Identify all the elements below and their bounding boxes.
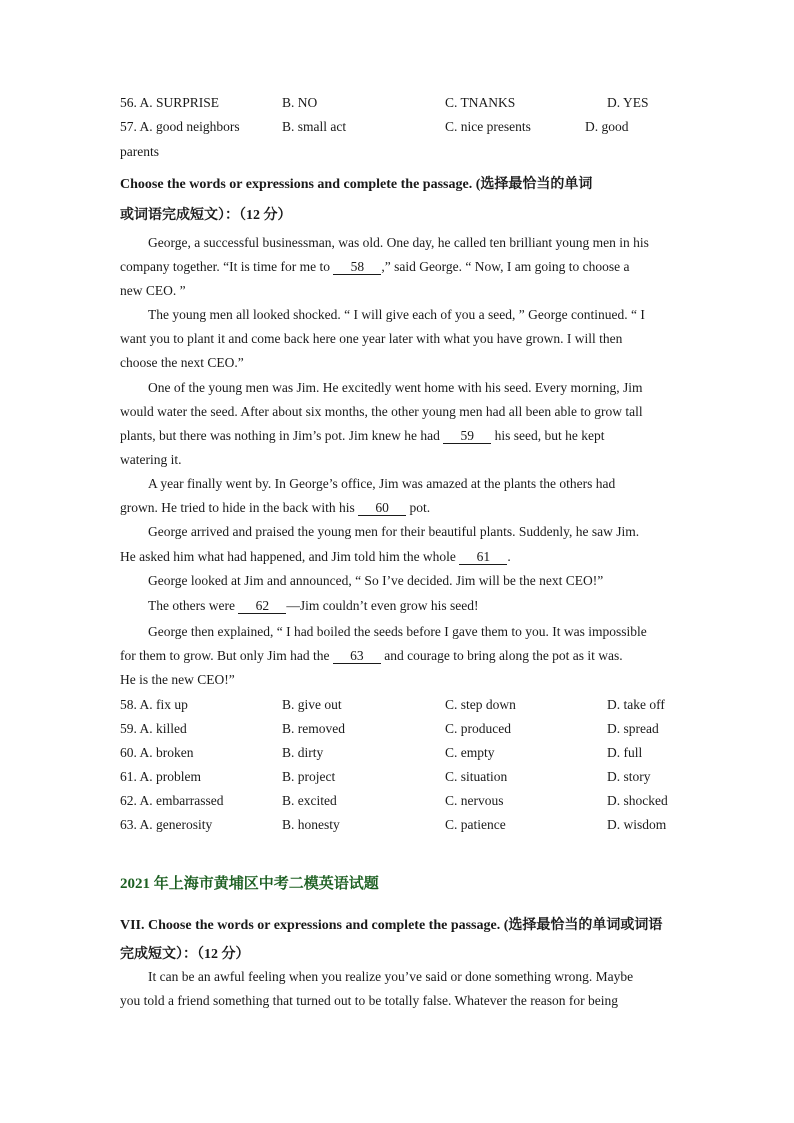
option-56-a: 56. A. SURPRISE: [120, 95, 220, 110]
question-62-options: [120, 793, 680, 813]
passage-line: choose the next CEO.”: [120, 355, 244, 370]
option-57-c: C. nice presents: [445, 119, 531, 134]
section-heading-line1: VII. Choose the words or expressions and complete the passage. (选择最恰当的单词或词语: [120, 918, 663, 933]
option-62-c: C. nervous: [445, 793, 504, 808]
option-63-c: C. patience: [445, 817, 506, 832]
question-59-options: [120, 721, 680, 741]
passage-line: for them to grow. But only Jim had the 63 and courage to bring along the pot as it was.: [120, 648, 623, 663]
passage-line: George, a successful businessman, was old. One day, he called ten brilliant young men in his: [148, 235, 649, 250]
option-59-a: 59. A. killed: [120, 721, 187, 736]
blank-58[interactable]: 58: [333, 260, 381, 275]
option-61-d: D. story: [607, 769, 651, 784]
option-57-wrap: parents: [120, 144, 159, 159]
option-59-c: C. produced: [445, 721, 511, 736]
option-56-c: C. TNANKS: [445, 95, 516, 110]
question-60-options: [120, 745, 680, 765]
blank-61[interactable]: 61: [459, 550, 507, 565]
blank-62[interactable]: 62: [238, 599, 286, 614]
option-61-c: C. situation: [445, 769, 508, 784]
exam-title: 2021 年上海市黄埔区中考二模英语试题: [120, 876, 379, 892]
blank-59[interactable]: 59: [443, 429, 491, 444]
passage-line: watering it.: [120, 452, 182, 467]
passage-line: The young men all looked shocked. “ I will give each of you a seed, ” George continued. “ I: [148, 307, 645, 322]
option-61-b: B. project: [282, 769, 336, 784]
question-63-options: [120, 817, 680, 837]
passage-line: He is the new CEO!”: [120, 672, 235, 687]
passage-line: new CEO. ”: [120, 283, 186, 298]
blank-60[interactable]: 60: [358, 501, 406, 516]
option-60-d: D. full: [607, 745, 643, 760]
option-56-d: D. YES: [607, 95, 649, 110]
section-heading-line2: 或词语完成短文）：（12 分）: [120, 208, 292, 223]
option-58-b: B. give out: [282, 697, 342, 712]
option-63-b: B. honesty: [282, 817, 340, 832]
option-58-a: 58. A. fix up: [120, 697, 188, 712]
passage-line: you told a friend something that turned out to be totally false. Whatever the reason for being: [120, 993, 618, 1008]
option-59-d: D. spread: [607, 721, 659, 736]
question-56-options: [120, 95, 680, 115]
option-57-a: 57. A. good neighbors: [120, 119, 240, 134]
passage-line: George looked at Jim and announced, “ So I’ve decided. Jim will be the next CEO!”: [148, 573, 604, 588]
option-63-d: D. wisdom: [607, 817, 667, 832]
passage-line: George then explained, “ I had boiled the seeds before I gave them to you. It was impossible: [148, 624, 647, 639]
option-58-c: C. step down: [445, 697, 516, 712]
question-57-options: [120, 119, 680, 139]
question-58-options: [120, 697, 680, 717]
option-58-d: D. take off: [607, 697, 665, 712]
option-60-c: C. empty: [445, 745, 495, 760]
option-57-d: D. good: [585, 119, 629, 134]
option-61-a: 61. A. problem: [120, 769, 201, 784]
passage-line: grown. He tried to hide in the back with his 60 pot.: [120, 500, 431, 515]
question-61-options: [120, 769, 680, 789]
passage-line: want you to plant it and come back here one year later with what you have grown. I will then: [120, 331, 623, 346]
option-59-b: B. removed: [282, 721, 345, 736]
passage-line: The others were 62 —Jim couldn’t even grow his seed!: [148, 598, 479, 613]
option-60-b: B. dirty: [282, 745, 324, 760]
option-56-b: B. NO: [282, 95, 318, 110]
passage-line: company together. “It is time for me to 58 ,” said George. “ Now, I am going to choose a: [120, 259, 630, 274]
option-62-a: 62. A. embarrassed: [120, 793, 224, 808]
passage-line: A year finally went by. In George’s office, Jim was amazed at the plants the others had: [148, 476, 616, 491]
option-62-d: D. shocked: [607, 793, 668, 808]
passage-line: He asked him what had happened, and Jim told him the whole 61 .: [120, 549, 511, 564]
passage-line: would water the seed. After about six months, the other young men had all been able to grow tall: [120, 404, 643, 419]
option-63-a: 63. A. generosity: [120, 817, 213, 832]
passage-line: George arrived and praised the young men for their beautiful plants. Suddenly, he saw Jim.: [148, 524, 640, 539]
option-57-b: B. small act: [282, 119, 347, 134]
passage-line: One of the young men was Jim. He excitedly went home with his seed. Every morning, Jim: [148, 380, 643, 395]
option-60-a: 60. A. broken: [120, 745, 194, 760]
section-heading-line1: Choose the words or expressions and complete the passage. (选择最恰当的单词: [120, 177, 593, 192]
blank-63[interactable]: 63: [333, 649, 381, 664]
option-62-b: B. excited: [282, 793, 337, 808]
passage-line: It can be an awful feeling when you realize you’ve said or done something wrong. Maybe: [148, 969, 634, 984]
passage-line: plants, but there was nothing in Jim’s pot. Jim knew he had 59 his seed, but he kept: [120, 428, 605, 443]
section-heading-line2: 完成短文）：（12 分）: [120, 947, 250, 962]
